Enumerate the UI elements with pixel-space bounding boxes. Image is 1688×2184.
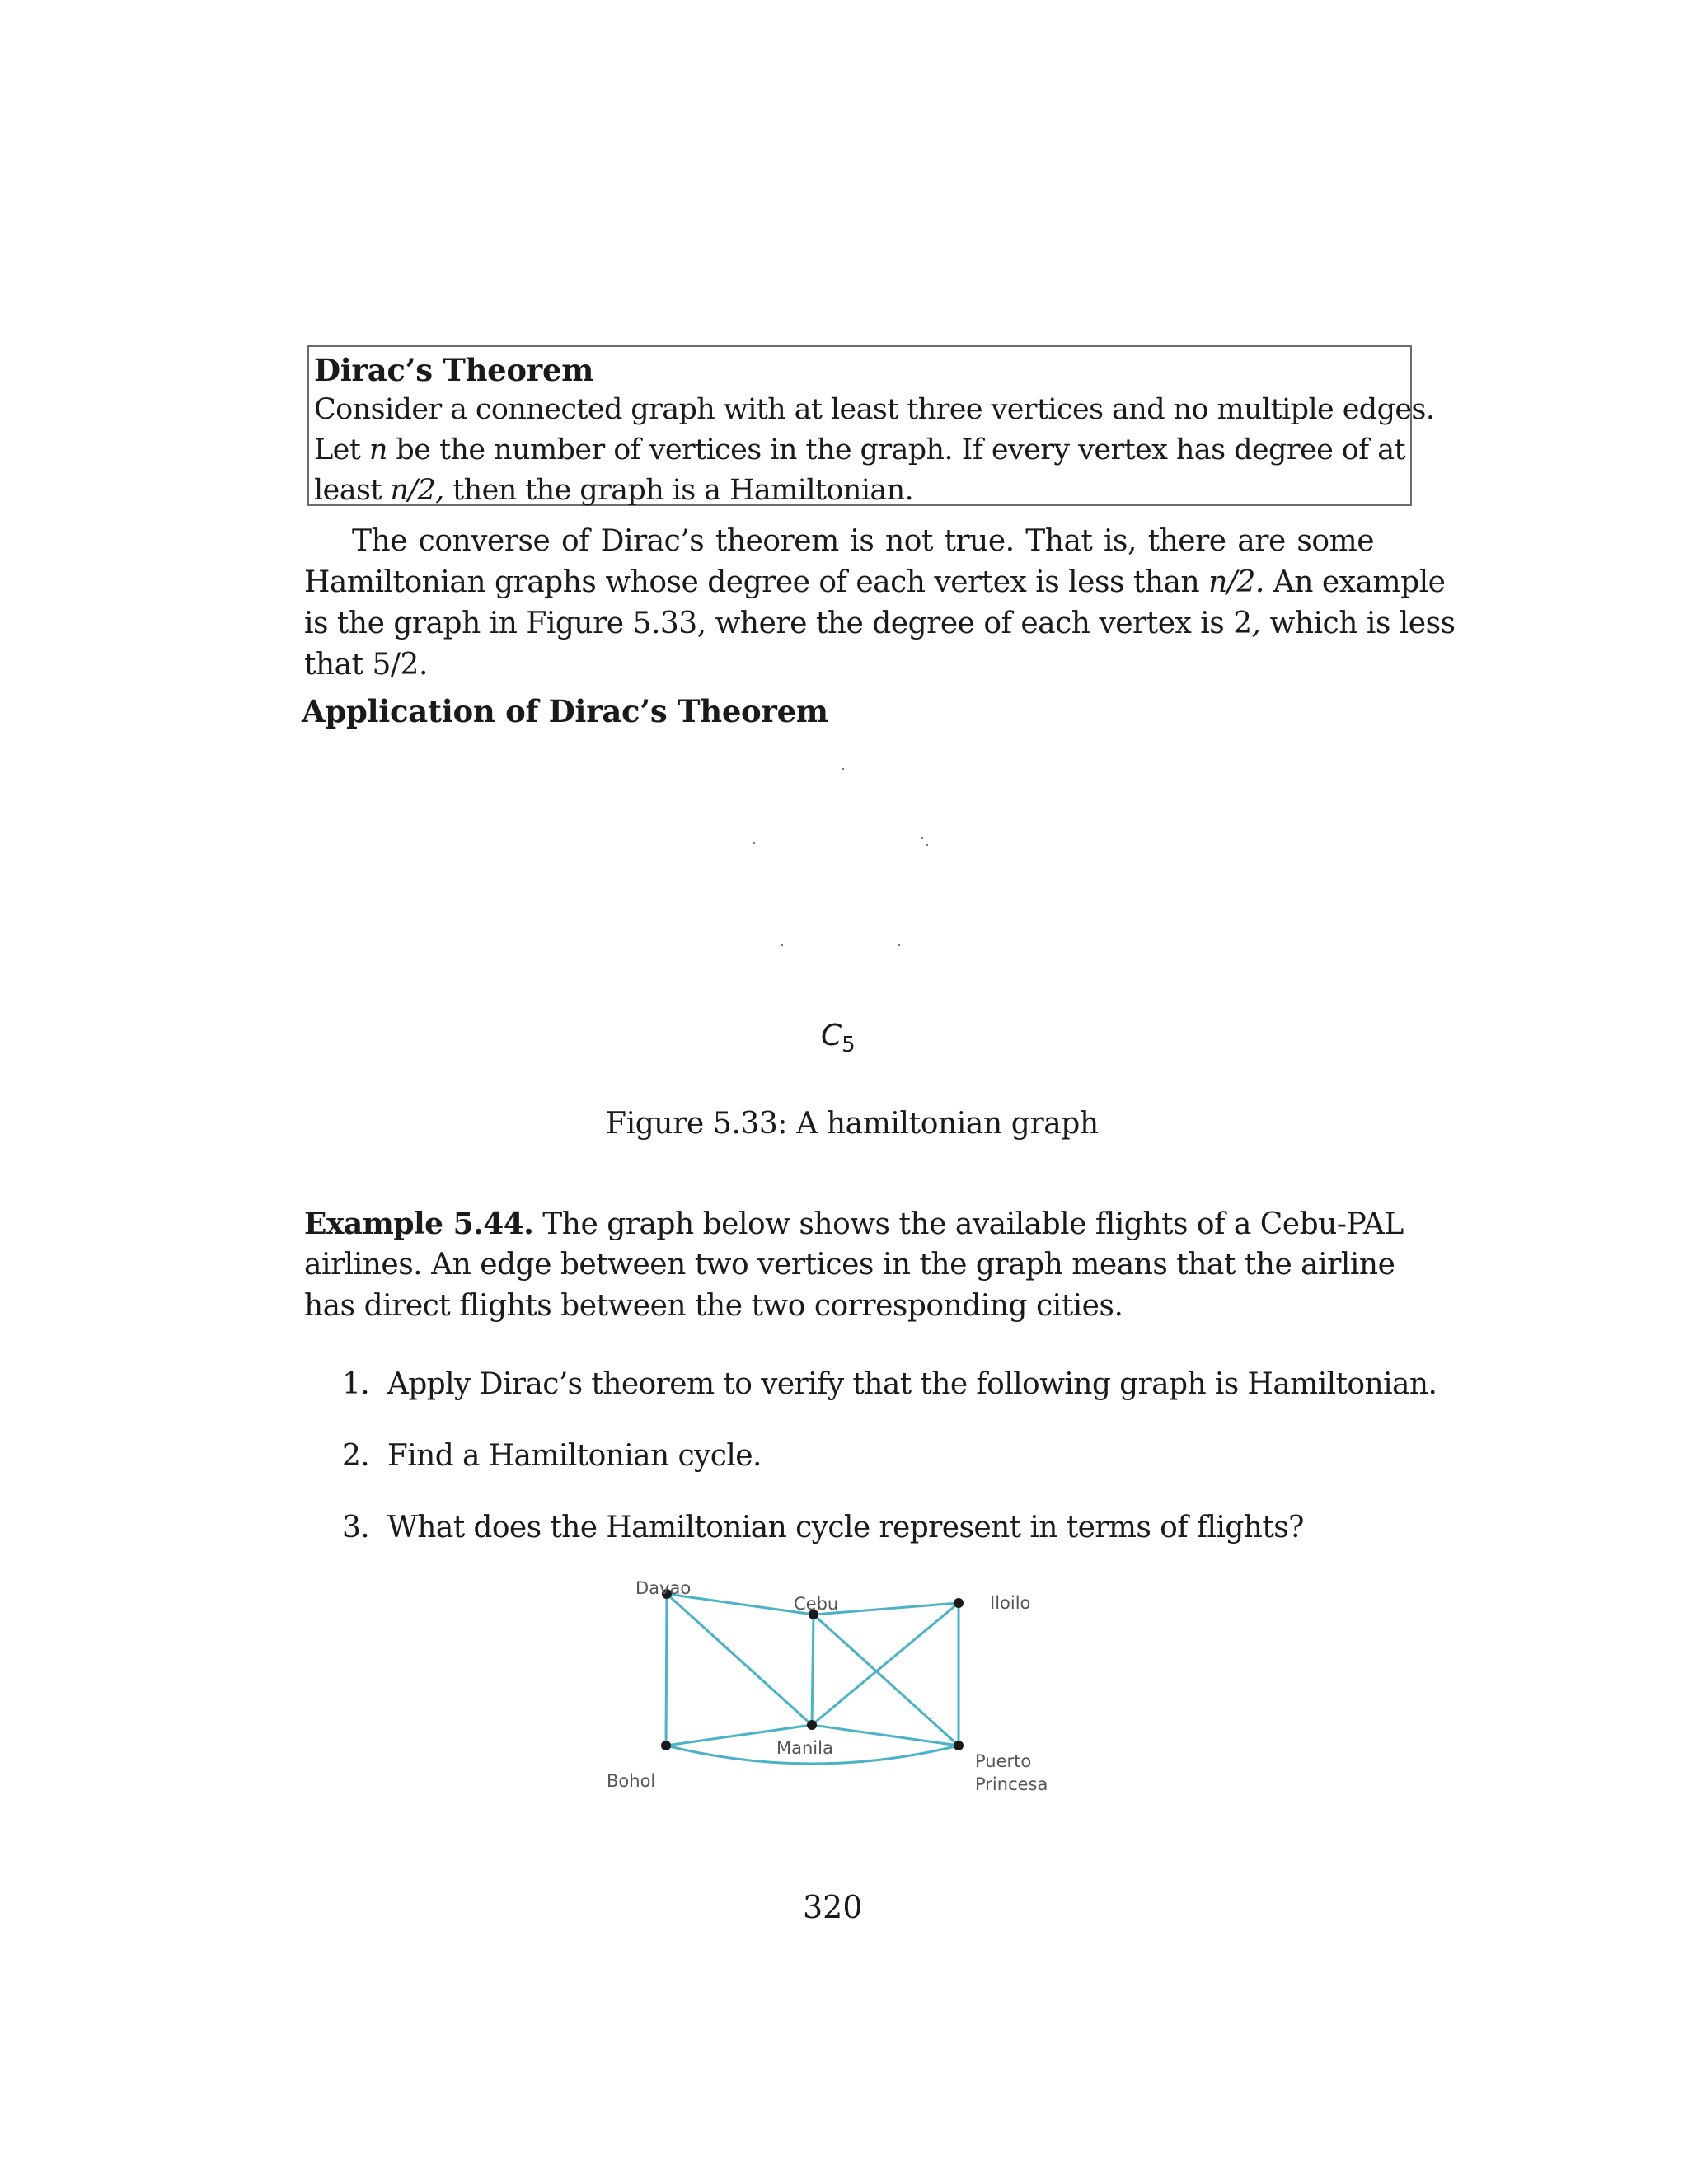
converse-line-1: The converse of Dirac’s theorem is not true. That is, there are some bbox=[352, 524, 1374, 558]
city-label-princesa: Princesa bbox=[975, 1774, 1048, 1794]
question-item: 3. What does the Hamiltonian cycle represent in terms of flights? bbox=[342, 1511, 1304, 1544]
example-line-3: has direct flights between the two corresponding cities. bbox=[304, 1289, 1123, 1323]
flight-network-graph bbox=[593, 1566, 1088, 1813]
converse-line-4: that 5/2. bbox=[304, 648, 428, 682]
edge-cebu-puerto bbox=[814, 1615, 959, 1746]
question-item: 2. Find a Hamiltonian cycle. bbox=[342, 1439, 762, 1473]
c5-vertex bbox=[753, 842, 755, 844]
graph-label: $C_5$ bbox=[821, 1019, 856, 1058]
vertex-puerto bbox=[954, 1741, 964, 1750]
edge-davao-bohol bbox=[666, 1594, 667, 1746]
vertex-bohol bbox=[661, 1741, 671, 1750]
edge-manila-puerto bbox=[812, 1725, 959, 1746]
example-line-2: airlines. An edge between two vertices in the graph means that the airline bbox=[304, 1248, 1395, 1282]
c5-vertex bbox=[926, 844, 928, 846]
city-label-iloilo: Iloilo bbox=[990, 1593, 1031, 1613]
city-label-davao: Davao bbox=[635, 1578, 692, 1598]
vertex-manila bbox=[807, 1720, 817, 1730]
city-label-bohol: Bohol bbox=[607, 1771, 656, 1791]
figure-caption: Figure 5.33: A hamiltonian graph bbox=[606, 1107, 1099, 1141]
example-line-1: Example 5.44. The graph below shows the available flights of a Cebu-PAL bbox=[304, 1207, 1404, 1241]
theorem-line-2: Let n be the number of vertices in the graph. If every vertex has degree of at bbox=[314, 434, 1405, 466]
edge-cebu-manila bbox=[812, 1615, 814, 1725]
city-label-puerto: Puerto bbox=[975, 1751, 1032, 1771]
question-item: 1. Apply Dirac’s theorem to verify that the following graph is Hamiltonian. bbox=[342, 1367, 1437, 1401]
c5-vertex bbox=[898, 944, 900, 946]
city-label-manila: Manila bbox=[776, 1738, 833, 1758]
theorem-line-3: least n/2, then the graph is a Hamiltonian. bbox=[314, 474, 914, 507]
example-lead: Example 5.44. bbox=[304, 1207, 534, 1241]
c5-vertex bbox=[781, 944, 783, 946]
vertex-iloilo bbox=[954, 1598, 964, 1608]
page-number: 320 bbox=[803, 1889, 863, 1925]
edge-iloilo-manila bbox=[812, 1603, 959, 1725]
edge-davao-manila bbox=[667, 1594, 812, 1725]
city-label-cebu: Cebu bbox=[794, 1594, 839, 1614]
theorem-box bbox=[307, 345, 1435, 507]
math-var-n: n bbox=[368, 434, 387, 466]
converse-line-3: is the graph in Figure 5.33, where the degree of each vertex is 2, which is less bbox=[304, 607, 1456, 640]
converse-line-2: Hamiltonian graphs whose degree of each vertex is less than n/2. An example bbox=[304, 565, 1446, 599]
section-heading: Application of Dirac’s Theorem bbox=[302, 693, 828, 729]
c5-vertex bbox=[842, 768, 844, 770]
c5-vertex bbox=[921, 837, 923, 839]
theorem-title: Dirac’s Theorem bbox=[314, 352, 594, 388]
math-n-over-2: n/2, bbox=[390, 474, 444, 507]
theorem-line-1: Consider a connected graph with at least three vertices and no multiple edges. bbox=[314, 393, 1435, 426]
